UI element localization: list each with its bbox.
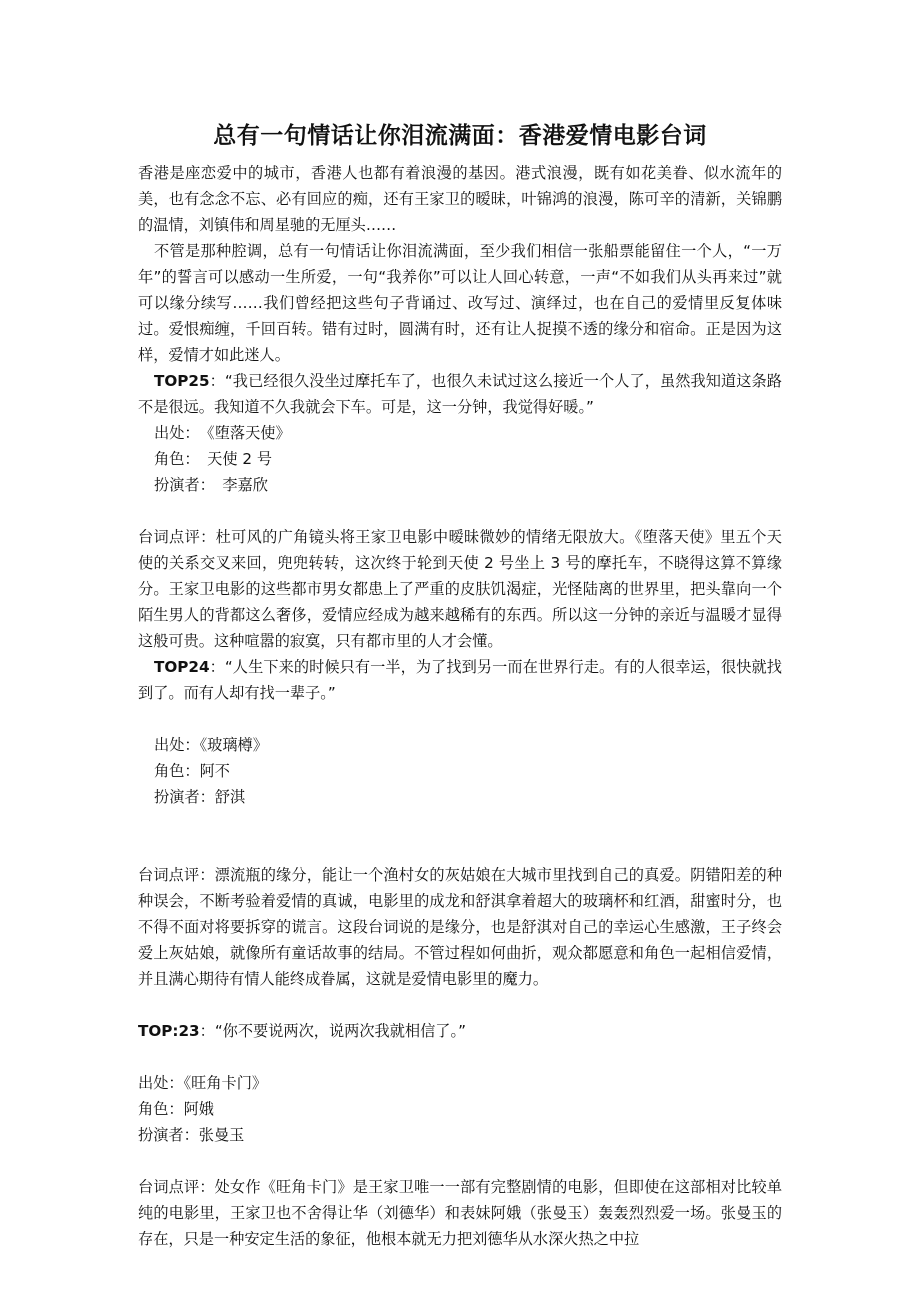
actor-line: 扮演者：舒淇 xyxy=(154,788,246,806)
intro-paragraph-1: 香港是座恋爱中的城市，香港人也都有着浪漫的基因。港式浪漫，既有如花美眷、似水流年的美，也有念念不忘、必有回应的痴，还有王家卫的暧昧，叶锦鸿的浪漫，陈可辛的清新，关锦鹏的温情，刘镇伟和周星驰的无厘头…… xyxy=(138,164,782,234)
document-title: 总有一句情话让你泪流满面：香港爱情电影台词 xyxy=(213,123,707,149)
spacer xyxy=(138,1148,782,1174)
quote-text: ：“我已经很久没坐过摩托车了，也很久未试过这么接近一个人了，虽然我知道这条路不是很远。我知道不久我就会下车。可是，这一分钟，我觉得好暖。” xyxy=(138,372,782,416)
rank-label: TOP:23 xyxy=(138,1022,200,1040)
actor-line: 扮演者：张曼玉 xyxy=(138,1126,245,1144)
role-line: 角色：阿娥 xyxy=(138,1100,214,1118)
role-line: 角色：阿不 xyxy=(154,762,230,780)
spacer xyxy=(138,706,782,732)
spacer xyxy=(138,498,782,524)
source-line: 出处： 《堕落天使》 xyxy=(154,424,291,442)
quote-top23 xyxy=(138,1018,782,1044)
rank-label: TOP24 xyxy=(154,658,210,676)
quote-text: ：“你不要说两次，说两次我就相信了。” xyxy=(199,1022,466,1040)
rank-label: TOP25 xyxy=(154,372,210,390)
intro-paragraph-2: 不管是那种腔调，总有一句情话让你泪流满面，至少我们相信一张船票能留住一个人，“一万年”的誓言可以感动一生所爱，一句“我养你”可以让人回心转意，一声“不如我们从头再来过”就可以缘分续写……我们曾经把这些句子背诵过、改写过、演绎过，也在自己的爱情里反复体味过。爱恨痴缠，千回百转。错有过时，圆满有时，还有让人捉摸不透的缘分和宿命。正是因为这样，爱情才如此迷人。 xyxy=(138,242,782,364)
spacer xyxy=(138,810,782,862)
source-line: 出处：《玻璃樽》 xyxy=(154,736,268,754)
quote-text: ：“人生下来的时候只有一半，为了找到另一而在世界行走。有的人很幸运，很快就找到了。而有人却有找一辈子。” xyxy=(138,658,782,702)
spacer xyxy=(138,1044,782,1070)
quote-top25 xyxy=(138,368,782,420)
quote-top24 xyxy=(138,654,782,706)
spacer xyxy=(138,992,782,1018)
review-top25: 台词点评：杜可风的广角镜头将王家卫电影中暧昧微妙的情绪无限放大。《堕落天使》里五个天使的关系交叉来回，兜兜转转，这次终于轮到天使 2 号坐上 3 号的摩托车，不晓得这算不算缘分。王家卫电影的这些都市男女都患上了严重的皮肤饥渴症，光怪陆离的世界里，把头靠向一个陌生男人的背都这么奢侈，爱情应经成为越来越稀有的东西。所以这一分钟的亲近与温暖才显得这般可贵。这种喧嚣的寂寞，只有都市里的人才会懂。 xyxy=(138,528,782,650)
role-line: 角色： 天使 2 号 xyxy=(154,450,273,468)
review-top23: 台词点评：处女作《旺角卡门》是王家卫唯一一部有完整剧情的电影，但即使在这部相对比较单纯的电影里，王家卫也不舍得让华（刘德华）和表妹阿娥（张曼玉）轰轰烈烈爱一场。张曼玉的存在，只是一种安定生活的象征，他根本就无力把刘德华从水深火热之中拉 xyxy=(138,1178,782,1248)
review-top24: 台词点评：漂流瓶的缘分，能让一个渔村女的灰姑娘在大城市里找到自己的真爱。阴错阳差的种种误会，不断考验着爱情的真诚，电影里的成龙和舒淇拿着超大的玻璃杯和红酒，甜蜜时分，也不得不面对将要拆穿的谎言。这段台词说的是缘分，也是舒淇对自己的幸运心生感激，王子终会爱上灰姑娘，就像所有童话故事的结局。不管过程如何曲折，观众都愿意和角色一起相信爱情，并且满心期待有情人能终成眷属，这就是爱情电影里的魔力。 xyxy=(138,866,782,988)
actor-line: 扮演者： 李嘉欣 xyxy=(154,476,268,494)
source-line: 出处：《旺角卡门》 xyxy=(138,1074,268,1092)
